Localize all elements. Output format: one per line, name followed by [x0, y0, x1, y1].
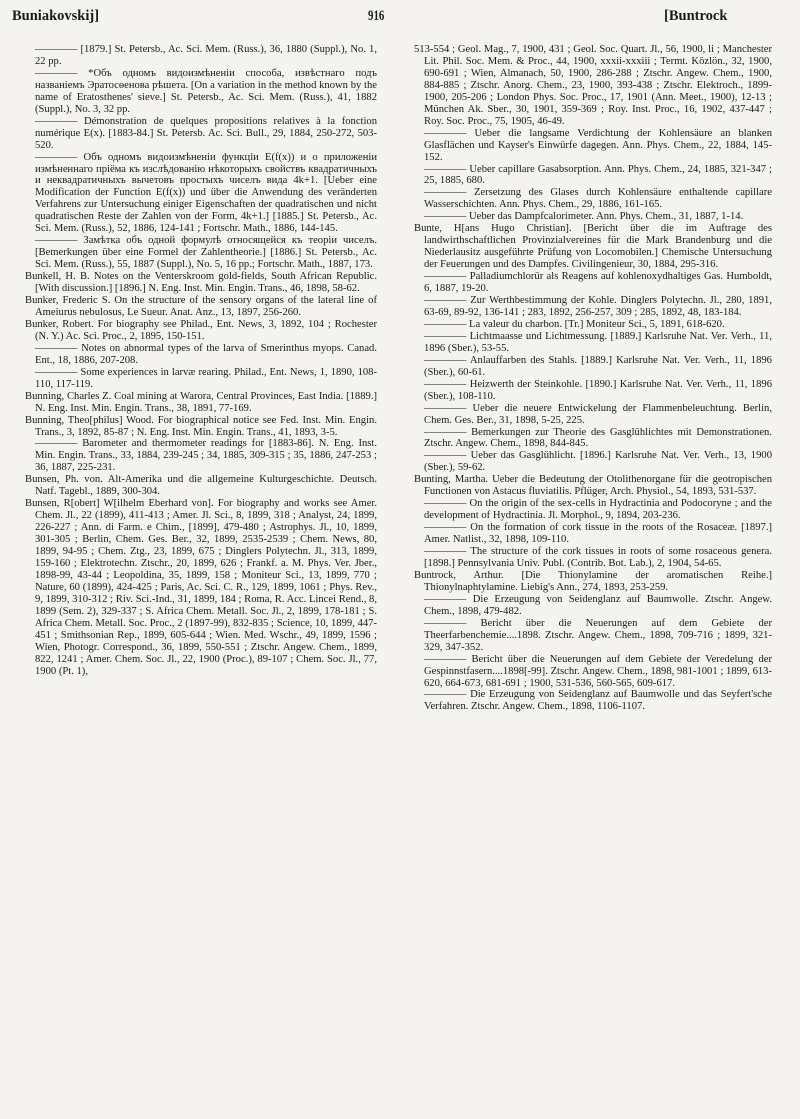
catalogue-entry: Bunting, Martha. Ueber die Bedeutung der Otolithenorgane für die geotropischen Functionen von Astacus fluviatilis. Pflüger, Arch. Physiol., 54, 1893, 531-537.	[414, 474, 772, 498]
catalogue-entry-continuation: ———— Bericht über die Neuerungen auf dem Gebiete der Veredelung der Gespinnstfasern....1898[-99]. Ztschr. Angew. Chem., 1898, 981-1001 ; 1899, 613-620, 664-673, 681-691 ; 1900, 531-536, 560-565, 609-617.	[414, 654, 772, 690]
catalogue-entry-continuation: ———— Anlauffarben des Stahls. [1889.] Karlsruhe Nat. Ver. Verh., 11, 1896 (Sber.), 60-61.	[414, 355, 772, 379]
catalogue-entry-continuation: ———— Zersetzung des Glases durch Kohlensäure enthaltende capillare Wasserschichten. Ann. Phys. Chem., 29, 1886, 161-165.	[414, 187, 772, 211]
catalogue-entry-continuation: ———— [1879.] St. Petersb., Ac. Sci. Mem. (Russ.), 36, 1880 (Suppl.), No. 1, 22 pp.	[25, 44, 377, 68]
header-left-heading: Buniakovskij]	[12, 8, 100, 24]
catalogue-entry: Bunning, Theo[philus] Wood. For biographical notice see Fed. Inst. Min. Engin. Trans., 3, 1892, 85-87 ; N. Eng. Inst. Min. Engin. Trans., 41, 1893, 3-5.	[25, 414, 377, 438]
catalogue-entry-continuation: ———— Some experiences in larvæ rearing. Philad., Ent. News, 1, 1890, 108-110, 117-119.	[25, 367, 377, 391]
catalogue-entry: Bunkell, H. B. Notes on the Venterskroom gold-fields, South African Republic. [With discussion.] [1896.] N. Eng. Inst. Min. Engin. Trans., 46, 1898, 58-62.	[25, 271, 377, 295]
catalogue-entry-continuation: ———— Ueber das Gasglühlicht. [1896.] Karlsruhe Nat. Ver. Verh., 13, 1900 (Sber.), 59-62.	[414, 450, 772, 474]
catalogue-entry-continuation: ———— Zur Werthbestimmung der Kohle. Dinglers Polytechn. Jl., 280, 1891, 63-69, 89-92, 136-141 ; 283, 1892, 256-257, 309 ; 285, 1892, 48, 183-184.	[414, 295, 772, 319]
catalogue-entry: Bunker, Frederic S. On the structure of the sensory organs of the lateral line of Ameiurus nebulosus, Le Sueur. Anat. Anz., 13, 1897, 256-260.	[25, 295, 377, 318]
catalogue-entry-continuation: ———— Объ одномъ видоизмѣненіи функціи E(f(x)) и о приложеніи измѣненнаго пріёма къ изслѣдованію нѣкоторыхъ свойствъ квадратичныхъ и неквадратичныхъ вычетовъ простыхъ чиселъ вида 4k+1. [Ueber eine Modification der Function E(f(x)) und über die Anwendung des veränderten Verfahrens zur Untersuchung einiger Eigenschaften der quadratischen und nicht quadratischen Reste der Zahlen von der Form, 4k+1.] [1885.] St. Petersb., Ac. Sci. Mem. (Russ.), 52, 1886, 124-141 ; Fortschr. Math., 1886, 144-145.	[25, 152, 377, 236]
catalogue-entry: Bunker, Robert. For biography see Philad., Ent. News, 3, 1892, 104 ; Rochester (N. Y.) Ac. Sci. Proc., 2, 1895, 150-151.	[25, 318, 377, 342]
header-right-heading: [Buntrock	[664, 8, 728, 24]
catalogue-entry-continuation: ———— The structure of the cork tissues in roots of some rosaceous genera. [1898.] Pennsylvania Univ. Publ. (Contrib. Bot. Lab.), 2, 1904, 54-65.	[414, 546, 772, 570]
catalogue-entry: Bunte, H[ans Hugo Christian]. [Bericht über die im Auftrage des landwirthschaftlichen Provinzialvereines für die Mark Brandenburg und die Niederlausitz ausgeführte Prüfung von Locomobilen.] Chemische Untersuchung der Feuerungen und des Dampfes. Civilingenieur, 30, 1884, 295-316.	[414, 223, 772, 271]
catalogue-entry-continuation: ———— Bemerkungen zur Theorie des Gasglühlichtes mit Demonstrationen. Ztschr. Angew. Chem., 1898, 844-845.	[414, 427, 772, 451]
catalogue-entry-continuation: ———— Замѣтка объ одной формулѣ относящейся къ теоріи чиселъ. [Bemerkungen über eine Formel der Zahlentheorie.] [1886.] St. Petersb., Ac. Sci. Mem. (Russ.), 55, 1887 (Suppl.), No. 5, 16 pp.; Fortschr. Math., 1887, 173.	[25, 235, 377, 271]
page-number: 916	[368, 8, 385, 24]
catalogue-entry-continuation: ———— *Объ одномъ видоизмѣненіи способа, извѣстнаго подъ названіемъ Эратосѳенова рѣшета. [On a variation in the method known by the name of Eratosthenes' sieve.] St. Petersb., Ac. Sci. Mem. (Russ.), 41, 1882 (Suppl.), No. 3, 32 pp.	[25, 68, 377, 116]
catalogue-entry-continuation: ———— Lichtmaasse und Lichtmessung. [1889.] Karlsruhe Nat. Ver. Verh., 11, 1896 (Sber.), 53-55.	[414, 331, 772, 355]
right-column	[414, 44, 772, 713]
catalogue-entry: Bunning, Charles Z. Coal mining at Warora, Central Provinces, East India. [1889.] N. Eng. Inst. Min. Engin. Trans., 38, 1891, 77-169.	[25, 390, 377, 414]
catalogue-entry: 513-554 ; Geol. Mag., 7, 1900, 431 ; Geol. Soc. Quart. Jl., 56, 1900, li ; Manchester Lit. Phil. Soc. Mem. & Proc., 44, 1900, xxxii-xxxiii ; Termt. Közlön., 32, 1900, 690-691 ; Wien, Almanach, 50, 1900, 286-288 ; Ztschr. Angew. Chem., 1900, 884-885 ; Ztschr. Anorg. Chem., 23, 1900, 393-438 ; Ztschr. Elektroch., 1899-1900, 205-206 ; London Phys. Soc. Proc., 17, 1901 (Ann. Meet., 1900), 12-13 ; München Ak. Sber., 30, 1901, 359-369 ; Roy. Inst. Proc., 16, 1902, 437-447 ; Roy. Soc. Proc., 75, 1905, 46-49.	[414, 44, 772, 127]
catalogue-entry-continuation: ———— Heizwerth der Steinkohle. [1890.] Karlsruhe Nat. Ver. Verh., 11, 1896 (Sber.), 108-110.	[414, 379, 772, 403]
catalogue-entry-continuation: ———— Ueber das Dampfcalorimeter. Ann. Phys. Chem., 31, 1887, 1-14.	[414, 211, 772, 223]
catalogue-entry-continuation: ———— Ueber die langsame Verdichtung der Kohlensäure an blanken Glasflächen und Kayser's Einwürfe dagegen. Ann. Phys. Chem., 22, 1884, 145-152.	[414, 128, 772, 164]
catalogue-entry-continuation: ———— La valeur du charbon. [Tr.] Moniteur Sci., 5, 1891, 618-620.	[414, 319, 772, 331]
left-column	[25, 44, 377, 678]
catalogue-entry-continuation: ———— Barometer and thermometer readings for [1883-86]. N. Eng. Inst. Min. Engin. Trans., 33, 1884, 239-245 ; 34, 1885, 309-315 ; 35, 1886, 247-253 ; 36, 1887, 225-231.	[25, 438, 377, 474]
catalogue-entry-continuation: ———— Die Erzeugung von Seidenglanz auf Baumwolle. Ztschr. Angew. Chem., 1898, 479-482.	[414, 594, 772, 618]
catalogue-entry: Buntrock, Arthur. [Die Thionylamine der aromatischen Reihe.] Thionylnaphtylamine. Liebig's Ann., 274, 1893, 253-259.	[414, 569, 772, 593]
catalogue-entry-continuation: ———— On the formation of cork tissue in the roots of the Rosaceæ. [1897.] Amer. Natlist., 32, 1898, 109-110.	[414, 522, 772, 546]
catalogue-entry: Bunsen, Ph. von. Alt-Amerika und die allgemeine Kulturgeschichte. Deutsch. Natf. Tagebl., 1889, 300-304.	[25, 474, 377, 498]
catalogue-entry-continuation: ———— Bericht über die Neuerungen auf dem Gebiete der Theerfarbenchemie....1898. Ztschr. Angew. Chem., 1898, 709-716 ; 1899, 321-329, 347-352.	[414, 618, 772, 654]
catalogue-entry-continuation: ———— Die Erzeugung von Seidenglanz auf Baumwolle und das Seyfert'sche Verfahren. Ztschr. Angew. Chem., 1898, 1106-1107.	[414, 689, 772, 713]
running-header	[0, 8, 800, 34]
catalogue-entry-continuation: ———— Ueber capillare Gasabsorption. Ann. Phys. Chem., 24, 1885, 321-347 ; 25, 1885, 680.	[414, 164, 772, 188]
catalogue-entry-continuation: ———— Démonstration de quelques propositions relatives à la fonction numérique E(x). [1883-84.] St. Petersb. Ac. Sci. Bull., 29, 1884, 250-272, 503-520.	[25, 116, 377, 152]
catalogue-entry-continuation: ———— Notes on abnormal types of the larva of Smerinthus myops. Canad. Ent., 18, 1886, 207-208.	[25, 343, 377, 367]
catalogue-entry-continuation: ———— Ueber die neuere Entwickelung der Flammenbeleuchtung. Berlin, Chem. Ges. Ber., 31, 1898, 5-25, 225.	[414, 403, 772, 427]
catalogue-entry-continuation: ———— On the origin of the sex-cells in Hydractinia and Podocoryne ; and the development of Hydractinia. Jl. Morphol., 9, 1894, 203-236.	[414, 498, 772, 522]
catalogue-entry: Bunsen, R[obert] W[ilhelm Eberhard von]. For biography and works see Amer. Chem. Jl., 22 (1899), 411-413 ; Amer. Jl. Sci., 8, 1899, 318 ; Analyst, 24, 1899, 226-227 ; Ann. di Farm. e Chim., [1899], 479-480 ; Astrophys. Jl., 10, 1899, 301-305 ; Berlin, Chem. Ges. Ber., 32, 1899, 2535-2539 ; Chem. News, 80, 1899, 94-95 ; Chem. Ztg., 23, 1899, 675 ; Dinglers Polytechn. Jl., 313, 1899, 159-160 ; Elektrotechn. Ztschr., 20, 1899, 626 ; Frankf. a. M. Phys. Ver. Jber., 1898-99, 43-44 ; Leopoldina, 35, 1899, 158 ; Moniteur Sci., 13, 1899, 770 ; Nature, 60 (1899), 424-425 ; Paris, Ac. Sci. C. R., 129, 1899, 1061 ; Phys. Rev., 9, 1899, 310-312 ; Riv. Sci.-Ind., 31, 1899, 184 ; Roma, R. Acc. Lincei Rend., 8, 1899 (Sem. 2), 329-337 ; S. Africa Chem. Metall. Soc. Jl., 2, 1899, 178-181 ; S. Africa Chem. Metall. Soc. Proc., 2 (1897-99), 832-835 ; Science, 10, 1899, 447-451 ; Smithsonian Rep., 1899, 605-644 ; Wien. Med. Wschr., 49, 1899, 1596 ; Wien, Photogr. Correspond., 36, 1899, 550-551 ; Ztschr. Angew. Chem., 1899, 822, 1241 ; Amer. Chem. Soc. Jl., 22, 1900 (Proc.), 89-107 ; Chem. Soc. Jl., 77, 1900 (Pt. 1),	[25, 498, 377, 677]
catalogue-entry-continuation: ———— Palladiumchlorür als Reagens auf kohlenoxydhaltiges Gas. Humboldt, 6, 1887, 19-20.	[414, 271, 772, 295]
